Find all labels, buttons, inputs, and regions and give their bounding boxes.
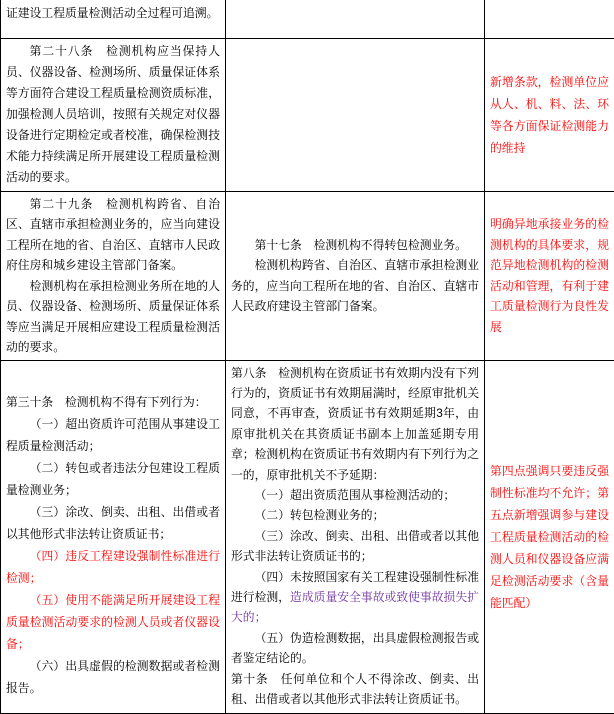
paragraph	[490, 460, 609, 614]
cell-article-8-and-10	[226, 360, 485, 713]
paragraph	[490, 71, 609, 159]
paragraph	[6, 457, 220, 501]
paragraph	[231, 255, 479, 317]
cell-old-reg-continuation	[1, 0, 226, 38]
paragraph	[231, 669, 479, 710]
table-row	[1, 0, 614, 38]
text-run: 明确异地承接业务的检测机构的具体要求，规范异地检测机构的检测活动和管理，有利于建工质量检测行为良性发展	[490, 217, 609, 334]
paragraph	[231, 526, 479, 567]
text-run: （二）转包或者违法分包建设工程质量检测业务；	[6, 461, 220, 497]
text-run: 第二十八条 检测机构应当保持人员、仪器设备、检测场所、质量保证体系等方面符合建设工程质量检测资质标准，加强检测人员培训，按照有关规定对仪器设备进行定期检定或者校准，确保检测技术能力持续满足所开展建设工程质量检测活动的要求。	[6, 44, 220, 184]
text-run: 第二十九条 检测机构跨省、自治区、直辖市承担检测业务的，应当向建设工程所在地的省、自治区、直辖市人民政府住房和城乡建设主管部门备案。	[6, 197, 220, 273]
paragraph	[490, 214, 609, 337]
paragraph	[6, 41, 220, 188]
paragraph	[6, 655, 220, 699]
paragraph	[231, 485, 479, 505]
paragraph	[6, 194, 220, 276]
text-run: 第三十条 检测机构不得有下列行为：	[6, 395, 207, 409]
paragraph	[231, 363, 479, 485]
table-row	[1, 191, 614, 360]
text-run: （二）转包检测业务的；	[255, 508, 385, 522]
cell-article-17	[226, 191, 485, 360]
text-run: （五）使用不能满足所开展建设工程质量检测活动要求的检测人员或者仪器设备；	[6, 593, 220, 651]
paragraph	[6, 391, 220, 413]
cell-article-30	[1, 360, 226, 713]
paragraph	[231, 235, 479, 256]
paragraph	[6, 2, 220, 24]
cell-comment-cross-region	[485, 191, 614, 360]
text-run: （一）超出资质范围从事检测活动的；	[255, 488, 456, 502]
paragraph	[6, 413, 220, 457]
paragraph-highlighted	[6, 545, 220, 589]
cell-empty	[226, 38, 485, 191]
text-run: 第八条 检测机构在资质证书有效期内没有下列行为的，资质证书有效期届满时，经原审批机关同意，不再审查，资质证书有效期延期3年，由原审批机关在其资质证书副本上加盖延期专用章；检测机构在资质证书有效期内有下列行为之一的，原审批机关不予延期：	[231, 366, 479, 482]
text-run: 第十七条 检测机构不得转包检测业务。	[255, 238, 467, 252]
text-run: 新增条款，检测单位应从人、机、料、法、环等各方面保证检测能力的维持	[490, 75, 609, 155]
text-run: 检测机构跨省、自治区、直辖市承担检测业务的，应当向工程所在地的省、自治区、直辖市人民政府建设主管部门备案。	[231, 258, 479, 313]
paragraph	[231, 505, 479, 525]
text-run: （一）超出资质许可范围从事建设工程质量检测活动；	[6, 417, 220, 453]
paragraph	[6, 276, 220, 358]
paragraph	[231, 628, 479, 669]
text-run: 检测机构在承担检测业务所在地的人员、仪器设备、检测场所、质量保证体系等应当满足开展相应建设工程质量检测活动的要求。	[6, 279, 220, 355]
text-run: （三）涂改、倒卖、出租、出借或者以其他形式非法转让资质证书；	[6, 505, 220, 541]
paragraph-highlighted	[6, 589, 220, 655]
text-run: 第十条 任何单位和个人不得涂改、倒卖、出租、出借或者以其他形式非法转让资质证书。	[231, 672, 479, 706]
text-run: （三）涂改、倒卖、出租、出借或者以其他形式非法转让资质证书的；	[231, 529, 479, 563]
cell-empty	[485, 0, 614, 38]
text-run: （四）未按照国家有关工程建设强制性标准进行检测，	[231, 570, 479, 604]
text-run: （四）违反工程建设强制性标准进行检测；	[6, 549, 220, 585]
cell-comment-points-4-5	[485, 360, 614, 713]
cell-empty	[226, 0, 485, 38]
cell-article-28	[1, 38, 226, 191]
table-row	[1, 360, 614, 713]
text-run: （六）出具虚假的检测数据或者检测报告。	[6, 659, 220, 695]
text-run: 证建设工程质量检测活动全过程可追溯。	[6, 6, 218, 20]
cell-comment-new-clause	[485, 38, 614, 191]
paragraph	[6, 501, 220, 545]
text-run: 第四点强调只要违反强制性标准均不允许；第五点新增强调参与建设工程质量检测活动的检测人员和仪器设备应满足检测活动要求（含量能匹配）	[490, 464, 609, 610]
text-run-purple: 造成质量安全事故或致使事故损失扩大的；	[231, 590, 479, 624]
table-row	[1, 38, 614, 191]
paragraph	[231, 567, 479, 628]
cell-article-29	[1, 191, 226, 360]
text-run: （五）伪造检测数据，出具虚假检测报告或者鉴定结论的。	[231, 631, 479, 665]
